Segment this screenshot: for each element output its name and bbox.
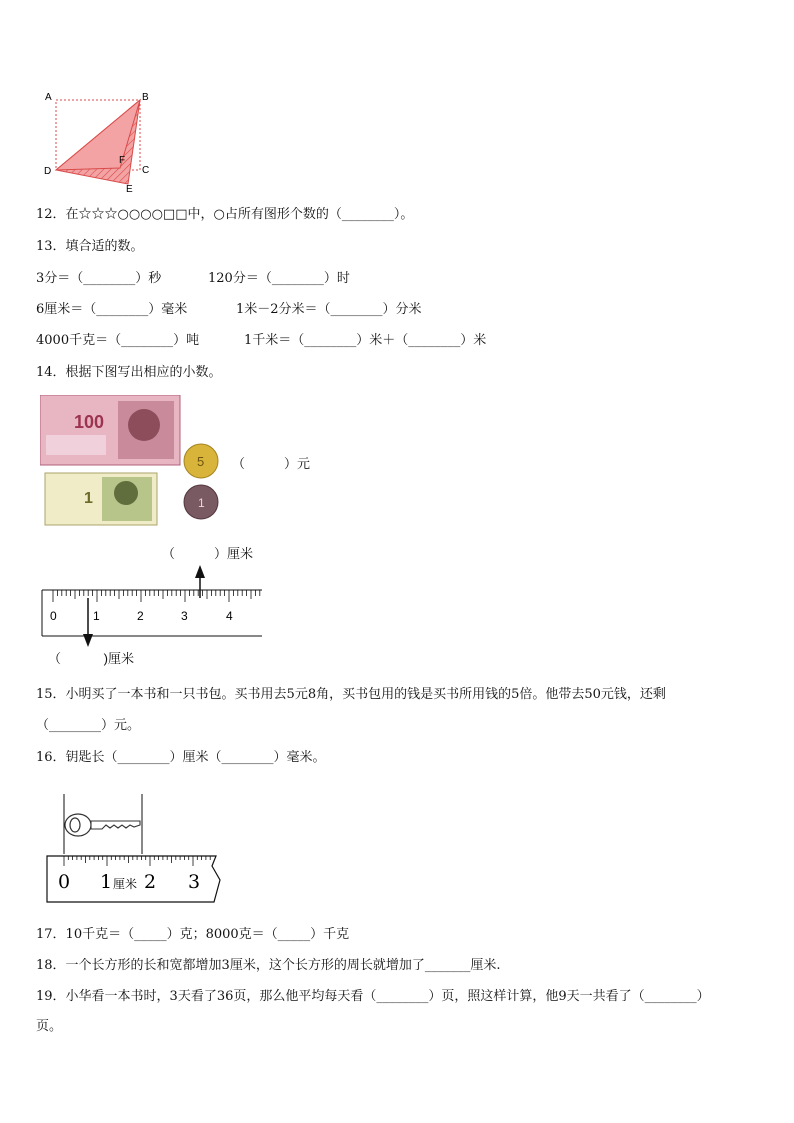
ruler-answer-bottom: （ )厘米 (48, 651, 134, 666)
ruler-tick-2: 2 (137, 609, 144, 623)
ruler-answer-top: （ ）厘米 (162, 546, 254, 561)
key-icon (65, 814, 140, 836)
question-13-title: 13．填合适的数。 (36, 239, 144, 254)
q13-r3b: 1千米＝（________）米＋（________）米 (244, 333, 487, 348)
ruler-tick-4: 4 (226, 609, 233, 623)
coin-1-label: 1 (198, 496, 205, 510)
question-15-line1: 15．小明买了一本书和一只书包。买书用去5元8角，买书包用的钱是买书所用钱的5倍。他带去50元钱，还剩 (36, 687, 666, 702)
coin-1-jiao (184, 485, 218, 519)
key-ruler-tick-1: 1 (100, 871, 113, 893)
label-b: B (142, 92, 149, 103)
money-answer: （ ）元 (232, 456, 311, 471)
q13-row3 (36, 332, 486, 350)
ruler-tick-3: 3 (181, 609, 188, 623)
label-c: C (142, 165, 150, 176)
question-18: 18．一个长方形的长和宽都增加3厘米，这个长方形的周长就增加了_______厘米. (36, 958, 501, 973)
question-17: 17．10千克＝（_____）克；8000克＝（_____）千克 (36, 927, 350, 942)
question-15-line2: （________）元。 (36, 718, 141, 733)
question-12: 12．在☆☆☆○○○○□□中，○占所有图形个数的（________）。 (36, 207, 414, 222)
ruler-tick-0: 0 (50, 609, 57, 623)
q13-r2b: 1米－2分米＝（________）分米 (236, 302, 422, 317)
label-e: E (126, 184, 133, 193)
banknote-100-label: 100 (74, 412, 105, 432)
key-ruler-tick-0: 0 (58, 871, 71, 893)
coin-5-label: 5 (197, 454, 205, 469)
banknote-100 (40, 395, 180, 465)
banknote-1-label: 1 (84, 490, 93, 507)
label-f: F (119, 155, 126, 166)
key-ruler-tick-2: 2 (144, 871, 157, 893)
key-ruler-tick-3: 3 (188, 871, 201, 893)
q13-r1a: 3分＝（________）秒 (36, 271, 162, 286)
q13-r3a: 4000千克＝（________）吨 (36, 333, 200, 348)
banknote-1 (45, 473, 157, 525)
q13-row2 (36, 301, 422, 319)
q13-row1 (36, 270, 350, 288)
question-16: 16．钥匙长（________）厘米（________）毫米。 (36, 750, 326, 765)
key-ruler-figure (44, 792, 226, 904)
label-d: D (44, 166, 52, 177)
question-19-line1: 19．小华看一本书时，3天看了36页，那么他平均每天看（________）页，照这样计算，他9天一共看了（________） (36, 989, 710, 1004)
coin-5-jiao (184, 444, 218, 478)
money-figure (40, 395, 230, 530)
q13-r1b: 120分＝（________）时 (208, 271, 350, 286)
ruler-figure (40, 562, 270, 662)
question-19-line2: 页。 (36, 1019, 63, 1034)
ruler-ticks (53, 590, 260, 602)
question-14-title: 14．根据下图写出相应的小数。 (36, 365, 222, 380)
ruler-tick-1: 1 (93, 609, 100, 623)
q13-r2a: 6厘米＝（________）毫米 (36, 302, 188, 317)
geometry-figure (36, 88, 176, 193)
key-ruler-unit: 厘米 (113, 877, 138, 891)
down-arrow-icon (83, 598, 93, 647)
up-arrow-icon (195, 565, 205, 598)
label-a: A (45, 92, 52, 103)
